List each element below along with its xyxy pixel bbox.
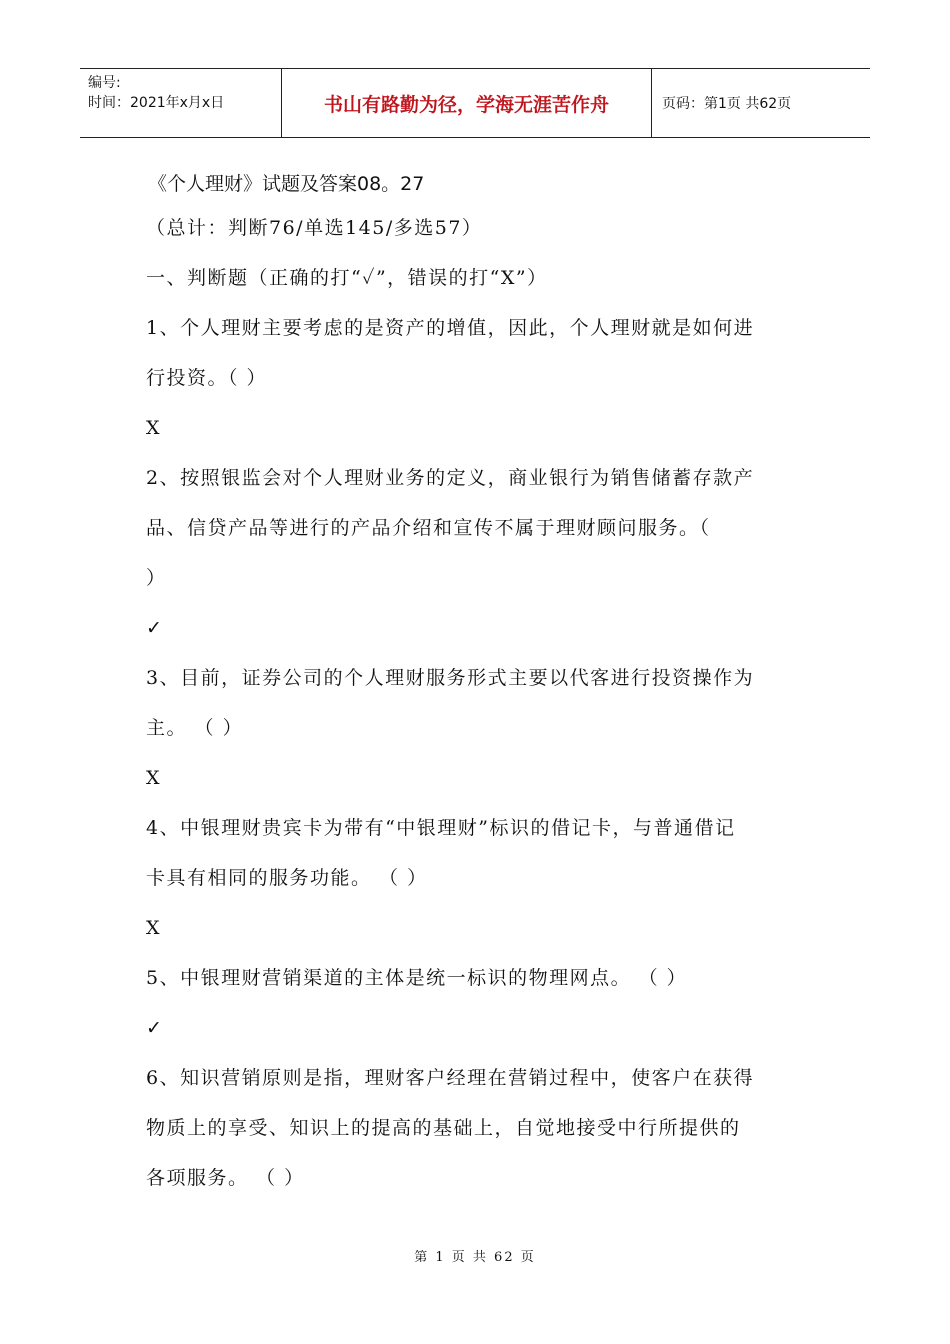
date-label: 时间：2021年x月x日 <box>88 95 225 111</box>
text-line: 4、中银理财贵宾卡为带有“中银理财”标识的借记卡，与普通借记 <box>146 817 736 839</box>
header-page-info: 页码：第1页 共62页 <box>662 96 792 112</box>
serial-label: 编号: <box>88 75 121 91</box>
text-line: ✓ <box>146 617 164 639</box>
document-body <box>146 165 826 1203</box>
header-motto: 书山有路勤为径，学海无涯苦作舟 <box>282 69 652 137</box>
text-line: 物质上的享受、知识上的提高的基础上，自觉地接受中行所提供的 <box>146 1117 741 1139</box>
text-line: 6、知识营销原则是指，理财客户经理在营销过程中，使客户在获得 <box>146 1067 755 1089</box>
text-line: 各项服务。 （ ） <box>146 1167 305 1189</box>
text-line: 行投资。（ ） <box>146 367 268 389</box>
page-footer: 第 1 页 共 62 页 <box>414 1250 536 1265</box>
text-line: 一、判断题（正确的打“✓”，错误的打“X”） <box>146 267 548 289</box>
page-header <box>80 68 870 138</box>
header-meta <box>80 69 282 137</box>
text-line: 1、个人理财主要考虑的是资产的增值，因此，个人理财就是如何进 <box>146 317 755 339</box>
text-line: 3、目前，证券公司的个人理财服务形式主要以代客进行投资操作为 <box>146 667 755 689</box>
text-line: （总计：判断76/单选145/多选57） <box>146 217 483 239</box>
text-line: 卡具有相同的服务功能。 （ ） <box>146 867 428 889</box>
text-line: 2、按照银监会对个人理财业务的定义，商业银行为销售储蓄存款产 <box>146 467 755 489</box>
text-line: 主。 （ ） <box>146 717 244 739</box>
text-line: 5、中银理财营销渠道的主体是统一标识的物理网点。 （ ） <box>146 967 688 989</box>
document-title: 《个人理财》试题及答案08。27 <box>148 173 425 195</box>
text-line: ） <box>146 567 167 589</box>
text-line: X <box>146 917 162 939</box>
text-line: X <box>146 767 162 789</box>
text-line: ✓ <box>146 1017 164 1039</box>
text-line: 品、信贷产品等进行的产品介绍和宣传不属于理财顾问服务。（ <box>146 517 711 539</box>
text-line: X <box>146 417 162 439</box>
question-list <box>146 203 826 1203</box>
